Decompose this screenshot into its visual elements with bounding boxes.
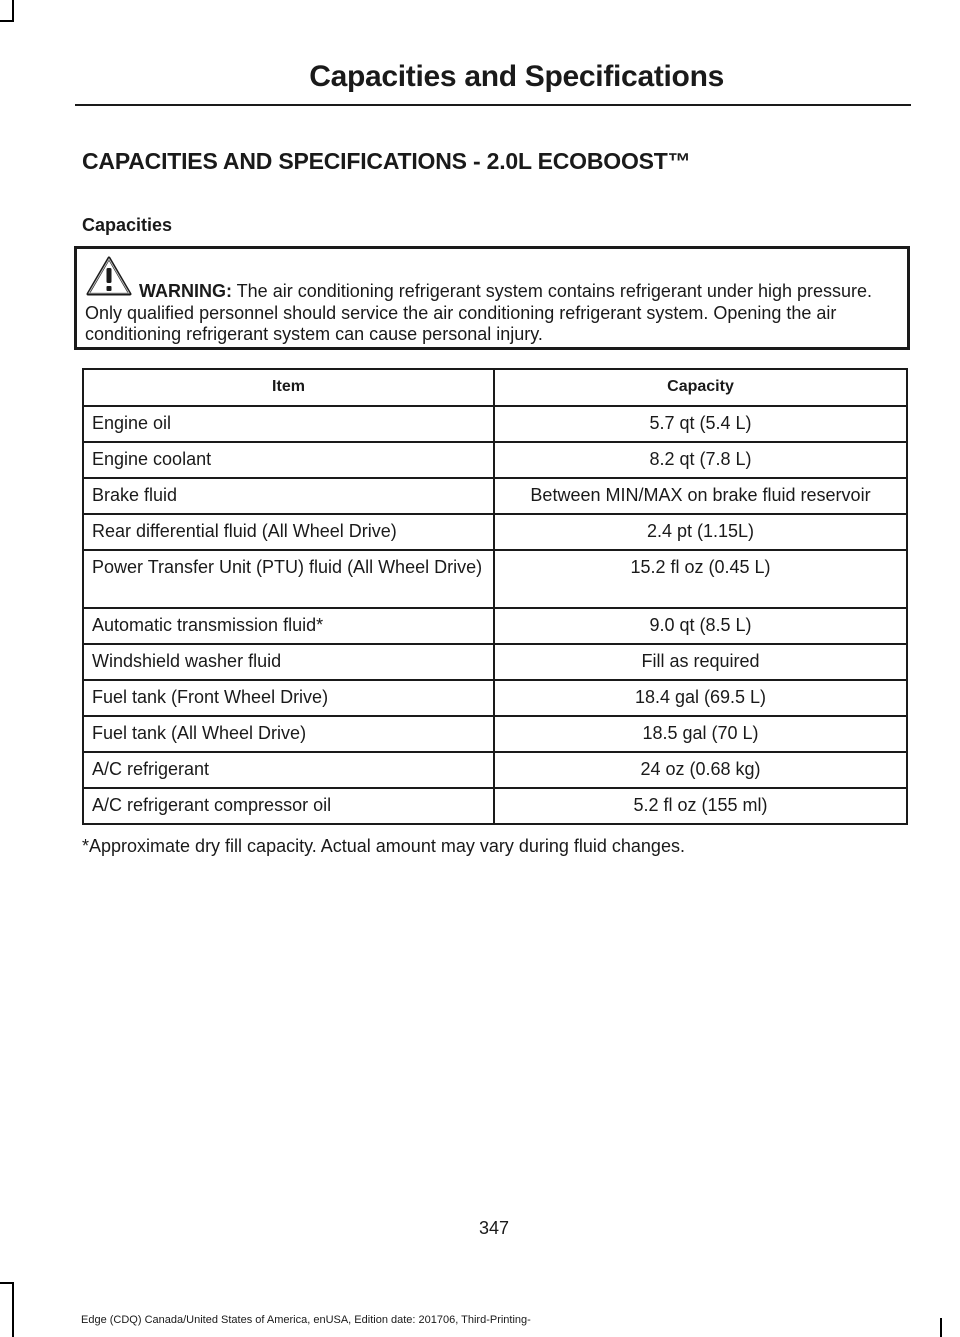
column-header-item: Item [83,369,494,406]
item-cell: Brake fluid [83,478,494,514]
table-row [83,406,907,442]
capacity-cell: 9.0 qt (8.5 L) [494,608,907,644]
crop-mark [0,1282,14,1284]
warning-text [85,281,911,346]
item-cell: A/C refrigerant compressor oil [83,788,494,824]
capacity-cell: Fill as required [494,644,907,680]
item-cell: Fuel tank (Front Wheel Drive) [83,680,494,716]
item-cell: Windshield washer fluid [83,644,494,680]
table-header-row [83,369,907,406]
section-title: CAPACITIES AND SPECIFICATIONS - 2.0L ECOBOOST™ [82,148,691,174]
table-row [83,752,907,788]
column-header-capacity: Capacity [494,369,907,406]
table-row [83,514,907,550]
header-divider [75,104,911,106]
item-cell: A/C refrigerant [83,752,494,788]
table-row [83,680,907,716]
capacities-table [82,368,908,825]
warning-message: The air conditioning refrigerant system contains refrigerant under high pressure. Only qualified personnel should service the air conditioning refrigerant system. Opening the air conditioning refrigerant system can cause personal injury. [85,281,873,344]
capacity-cell: 18.5 gal (70 L) [494,716,907,752]
table-footnote: *Approximate dry fill capacity. Actual amount may vary during fluid changes. [82,836,685,856]
item-cell: Engine oil [83,406,494,442]
capacity-cell: Between MIN/MAX on brake fluid reservoir [494,478,907,514]
crop-mark [12,0,14,22]
crop-mark [0,20,14,22]
crop-mark [940,1318,942,1337]
table-row [83,478,907,514]
crop-mark [12,1282,14,1337]
capacity-cell: 5.2 fl oz (155 ml) [494,788,907,824]
capacity-cell: 24 oz (0.68 kg) [494,752,907,788]
warning-box [74,246,910,350]
section-subtitle: Capacities [82,215,173,235]
capacity-cell: 15.2 fl oz (0.45 L) [494,550,907,608]
item-cell: Rear differential fluid (All Wheel Drive) [83,514,494,550]
table-row [83,608,907,644]
page-header-title: Capacities and Specifications [309,60,724,93]
warning-label: WARNING: [139,281,232,301]
item-cell: Power Transfer Unit (PTU) fluid (All Wheel Drive) [83,550,494,608]
page-number: 347 [478,1218,510,1238]
capacity-cell: 5.7 qt (5.4 L) [494,406,907,442]
capacity-cell: 2.4 pt (1.15L) [494,514,907,550]
capacity-cell: 18.4 gal (69.5 L) [494,680,907,716]
item-cell: Automatic transmission fluid* [83,608,494,644]
item-cell: Engine coolant [83,442,494,478]
capacity-cell: 8.2 qt (7.8 L) [494,442,907,478]
table-row [83,788,907,824]
table-row [83,550,907,608]
item-cell: Fuel tank (All Wheel Drive) [83,716,494,752]
table-row [83,442,907,478]
footer-edition-text: Edge (CDQ) Canada/United States of America, enUSA, Edition date: 201706, Third-Printing- [81,1314,531,1326]
table-row [83,716,907,752]
table-row [83,644,907,680]
